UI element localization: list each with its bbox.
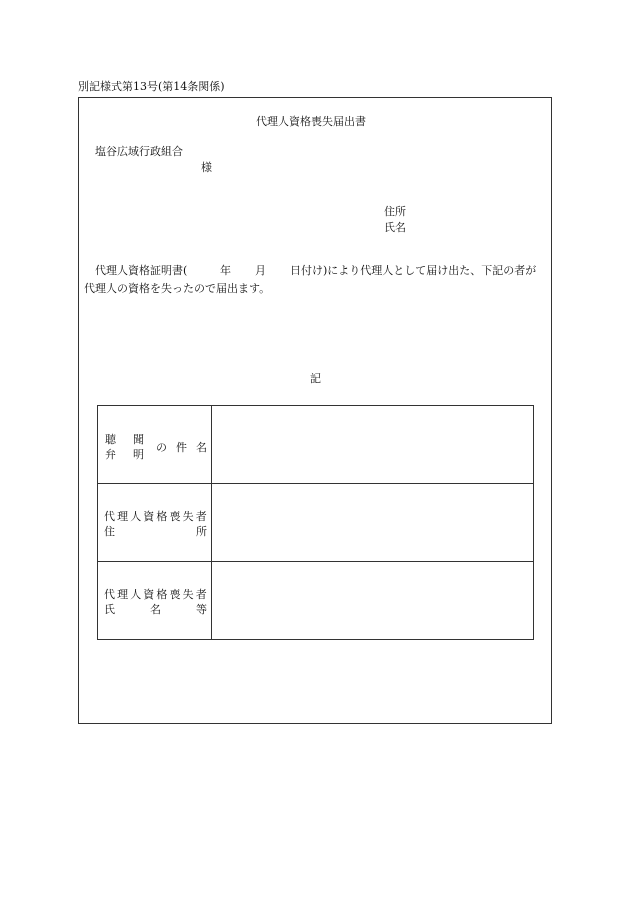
label-char: 氏	[104, 603, 115, 616]
label-char: 件	[176, 441, 187, 454]
disqualified-name-label	[98, 562, 212, 640]
ki-heading: 記	[310, 372, 321, 385]
label-char: 明	[133, 448, 144, 461]
hearing-subject-label	[98, 406, 212, 484]
body-line-1-suffix: 日付け)により代理人として届け出た、下記の者が	[290, 264, 537, 277]
table-row	[98, 484, 534, 562]
hearing-subject-value[interactable]	[212, 406, 534, 484]
table-row	[98, 562, 534, 640]
document-title: 代理人資格喪失届出書	[256, 115, 366, 128]
label-char: 聴	[105, 433, 116, 446]
label-char: の	[156, 441, 167, 454]
body-line-2: 代理人の資格を失ったので届出ます。	[84, 282, 271, 295]
label-char: 聞	[133, 433, 144, 446]
addressee-honorific: 様	[201, 161, 212, 174]
label-char: 住	[104, 525, 115, 538]
disqualified-address-label	[98, 484, 212, 562]
body-year-label: 年	[220, 264, 231, 277]
label-line-1: 代理人資格喪失者	[104, 510, 209, 523]
form-number: 別記様式第13号(第14条関係)	[78, 80, 225, 93]
label-char: 弁	[105, 448, 116, 461]
label-char: 等	[196, 603, 207, 616]
label-line-1: 代理人資格喪失者	[104, 588, 209, 601]
applicant-name-label: 氏名	[384, 221, 406, 234]
body-line-1-prefix: 代理人資格証明書(	[95, 264, 188, 277]
table-row	[98, 406, 534, 484]
disqualified-address-value[interactable]	[212, 484, 534, 562]
details-table	[97, 405, 534, 640]
applicant-address-label: 住所	[384, 205, 406, 218]
disqualified-name-value[interactable]	[212, 562, 534, 640]
label-char: 名	[196, 441, 207, 454]
body-month-label: 月	[255, 264, 266, 277]
addressee-organization: 塩谷広域行政組合	[95, 145, 183, 158]
label-char: 所	[196, 525, 207, 538]
label-char: 名	[150, 603, 161, 616]
